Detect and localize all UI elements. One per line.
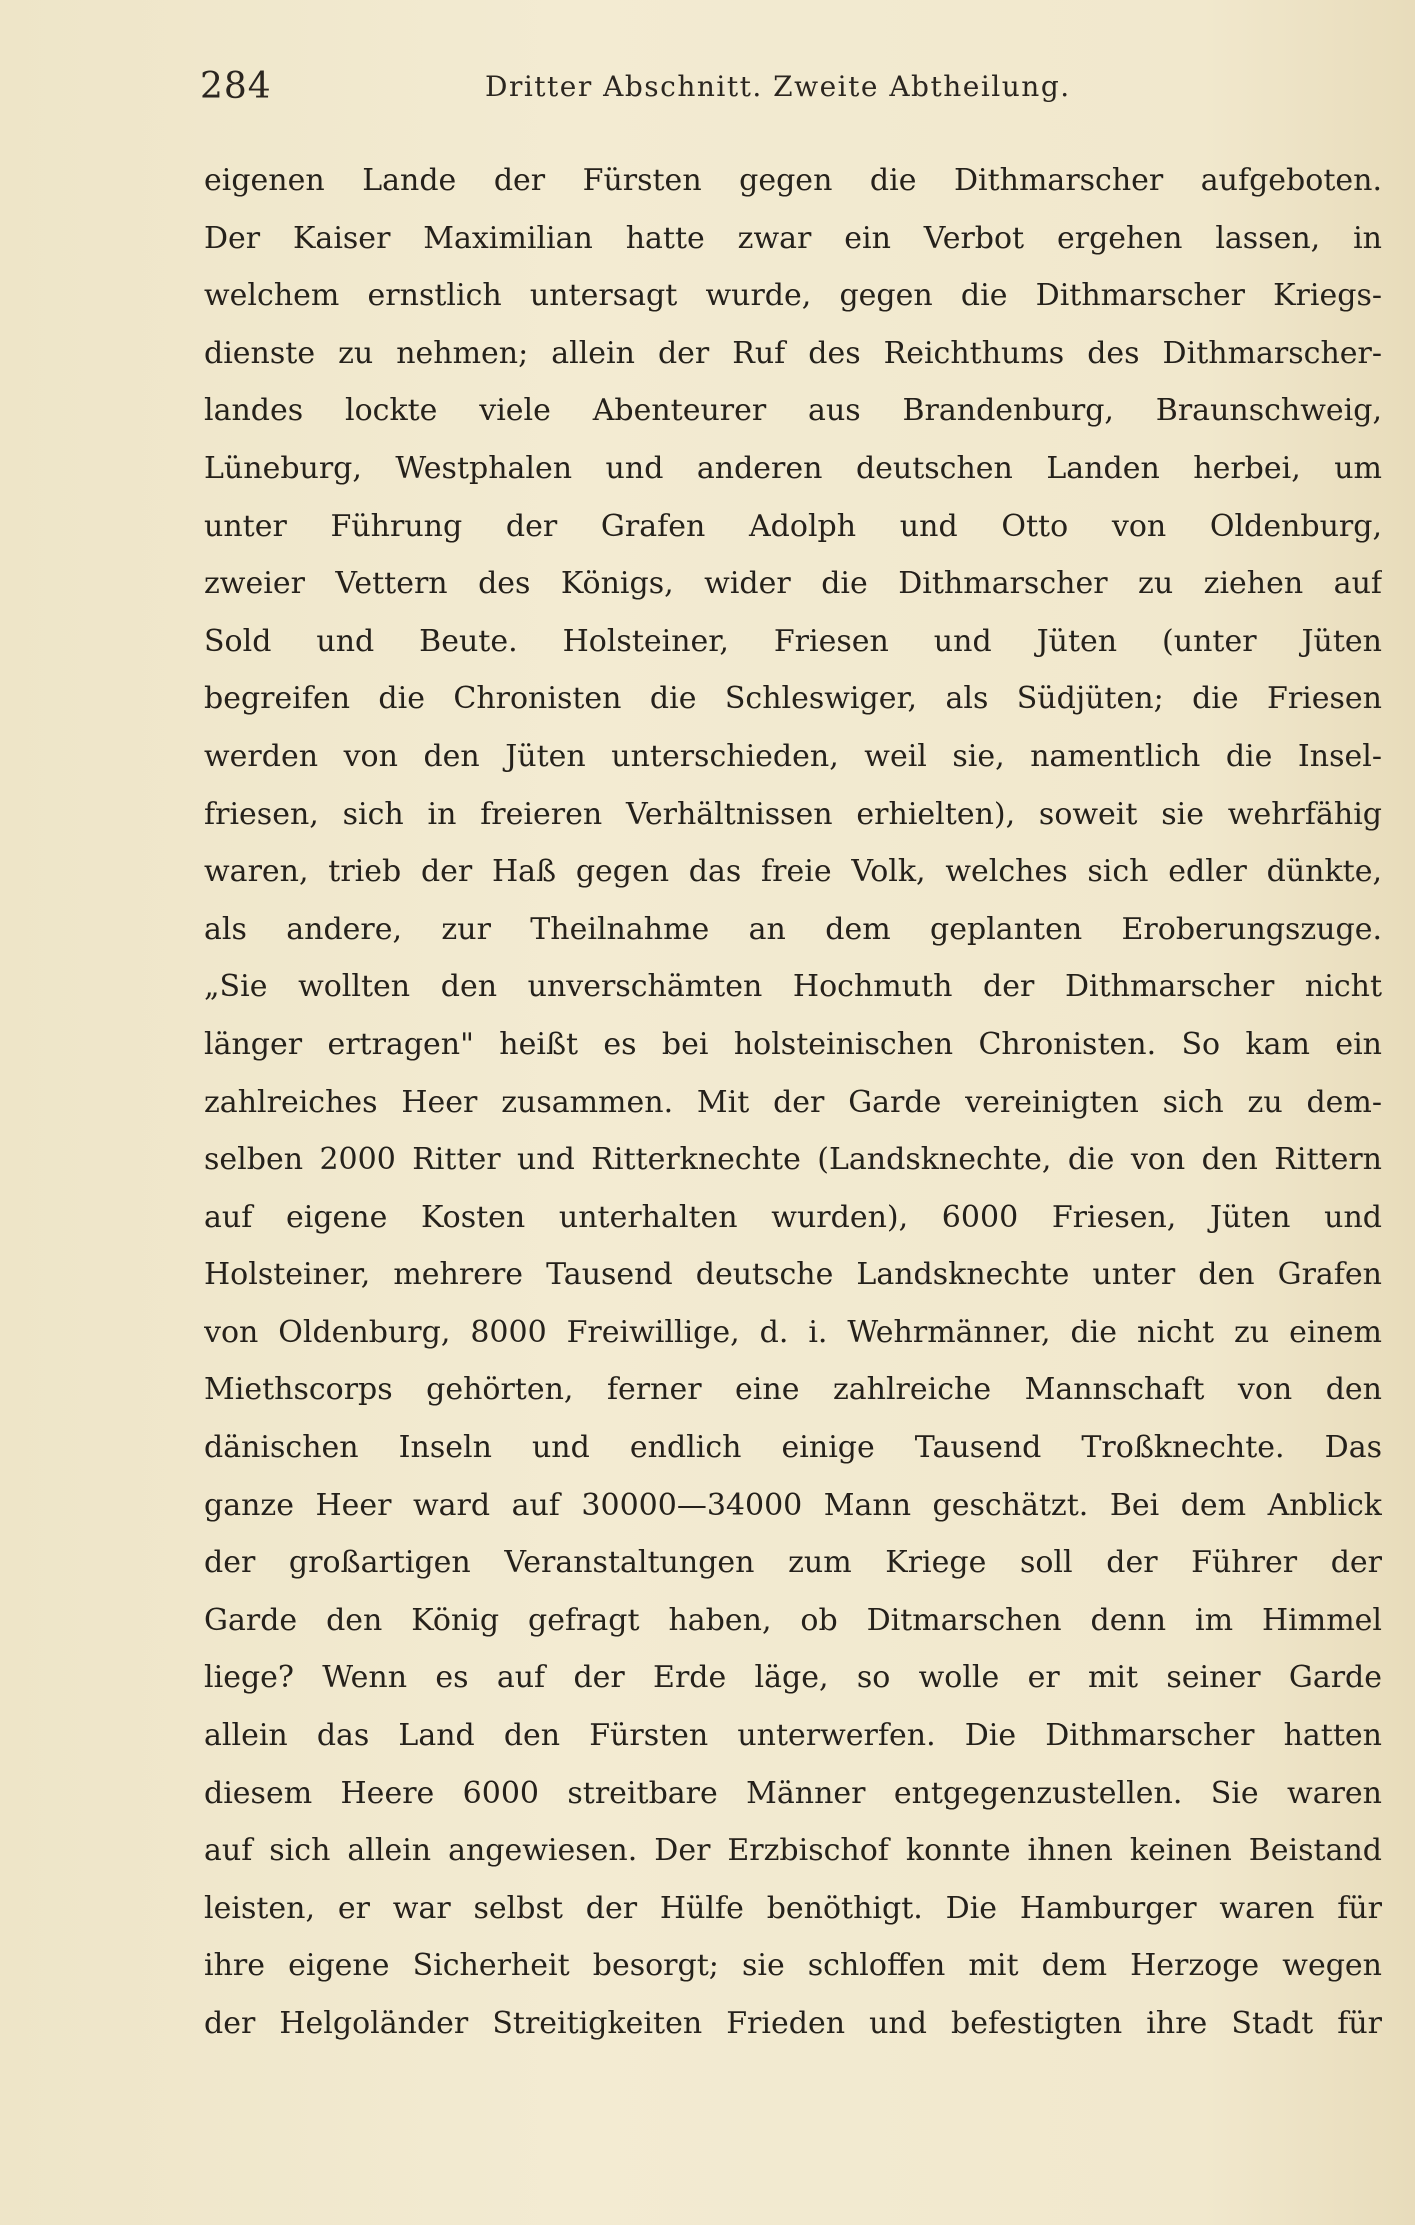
page-number: 284 [200,66,272,107]
text-line: welchem ernstlich untersagt wurde, gegen die Dithmarscher Kriegs- [204,278,1382,314]
text-line: werden von den Jüten unterschieden, weil sie, namentlich die Insel- [204,738,1382,774]
text-line: der Helgoländer Streitigkeiten Frieden und befestigten ihre Stadt für [204,2006,1382,2041]
text-line: „Sie wollten den unverschämten Hochmuth der Dithmarscher nicht [204,969,1382,1005]
text-line: von Oldenburg, 8000 Freiwillige, d. i. Wehrmänner, die nicht zu einem [204,1314,1382,1350]
running-head [200,66,1380,116]
text-line: Miethscorps gehörten, ferner eine zahlreiche Mannschaft von den [204,1372,1382,1408]
text-line: dienste zu nehmen; allein der Ruf des Reichthums des Dithmarscher- [204,335,1382,371]
text-line: zweier Vettern des Königs, wider die Dithmarscher zu ziehen auf [204,566,1382,602]
text-line: der großartigen Veranstaltungen zum Kriege soll der Führer der [204,1545,1382,1581]
text-line: begreifen die Chronisten die Schleswiger, als Südjüten; die Friesen [204,681,1382,717]
text-line: ihre eigene Sicherheit besorgt; sie schloffen mit dem Herzoge wegen [204,1948,1382,1984]
text-line: landes lockte viele Abenteurer aus Brandenburg, Braunschweig, [204,393,1382,429]
text-line: Der Kaiser Maximilian hatte zwar ein Verbot ergehen lassen, in [204,220,1382,256]
text-line: liege? Wenn es auf der Erde läge, so wolle er mit seiner Garde [204,1660,1382,1696]
text-line: eigenen Lande der Fürsten gegen die Dithmarscher aufgeboten. [204,163,1382,198]
running-title: Dritter Abschnitt. Zweite Abtheilung. [485,70,1071,103]
text-line: dänischen Inseln und endlich einige Tausend Troßknechte. Das [204,1430,1382,1466]
text-line: selben 2000 Ritter und Ritterknechte (Landsknechte, die von den Rittern [204,1142,1382,1178]
text-line: leisten, er war selbst der Hülfe benöthigt. Die Hamburger waren für [204,1890,1382,1926]
body-text [204,152,1382,2053]
text-line: friesen, sich in freieren Verhältnissen erhielten), soweit sie wehrfähig [204,796,1382,832]
text-line: auf eigene Kosten unterhalten wurden), 6000 Friesen, Jüten und [204,1199,1382,1235]
text-line: Holsteiner, mehrere Tausend deutsche Landsknechte unter den Grafen [204,1257,1382,1293]
text-line: Garde den König gefragt haben, ob Ditmarschen denn im Himmel [204,1602,1382,1638]
text-line: unter Führung der Grafen Adolph und Otto von Oldenburg, [204,508,1382,544]
text-line: Sold und Beute. Holsteiner, Friesen und Jüten (unter Jüten [204,623,1382,659]
text-line: waren, trieb der Haß gegen das freie Volk, welches sich edler dünkte, [204,854,1382,890]
text-line: auf sich allein angewiesen. Der Erzbischof konnte ihnen keinen Beistand [204,1833,1382,1869]
text-line: diesem Heere 6000 streitbare Männer entgegenzustellen. Sie waren [204,1775,1382,1811]
text-line: Lüneburg, Westphalen und anderen deutschen Landen herbei, um [204,450,1382,486]
text-line: länger ertragen" heißt es bei holsteinischen Chronisten. So kam ein [204,1026,1382,1062]
text-line: ganze Heer ward auf 30000—34000 Mann geschätzt. Bei dem Anblick [204,1487,1382,1523]
text-line: als andere, zur Theilnahme an dem geplanten Eroberungszuge. [204,911,1382,947]
text-line: zahlreiches Heer zusammen. Mit der Garde vereinigten sich zu dem- [204,1084,1382,1120]
text-line: allein das Land den Fürsten unterwerfen. Die Dithmarscher hatten [204,1718,1382,1754]
